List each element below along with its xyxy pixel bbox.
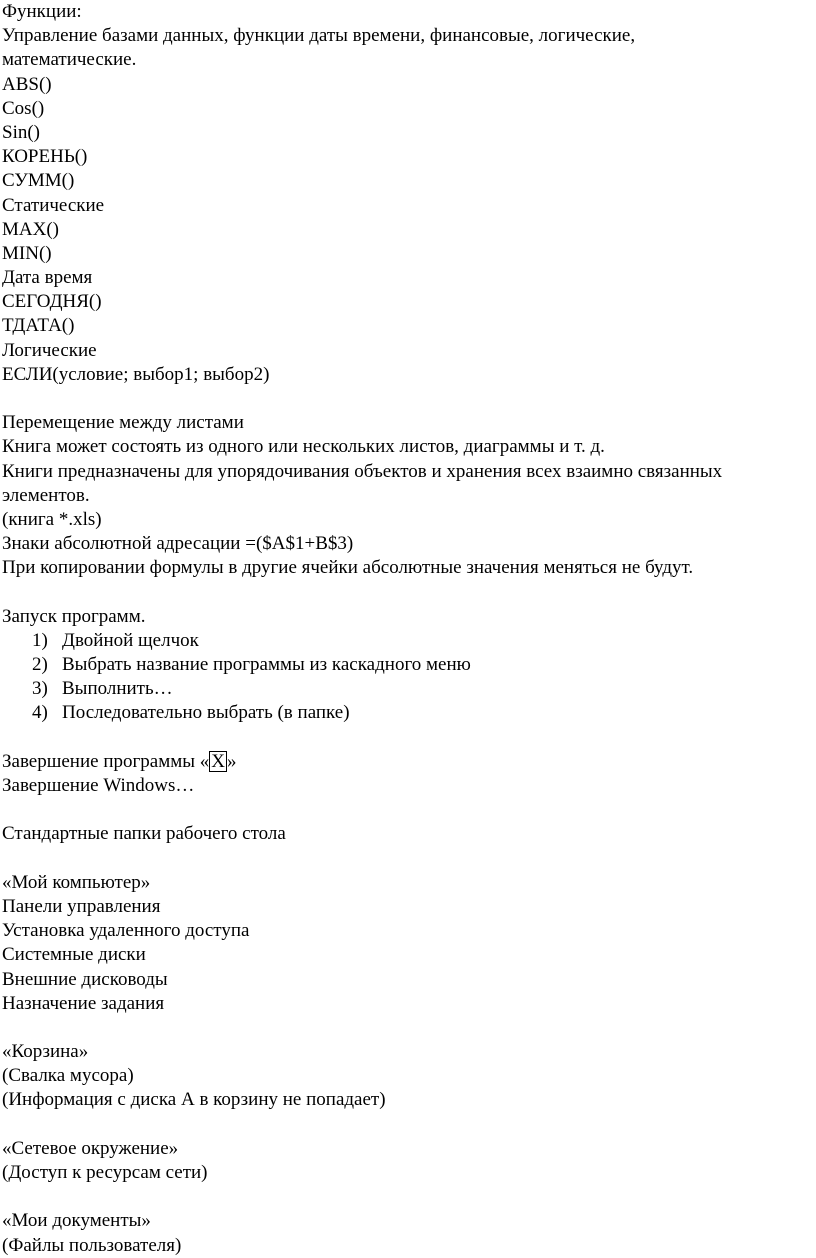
step-text: Двойной щелчок <box>62 629 199 651</box>
function-item: MIN() <box>2 242 52 264</box>
step-number: 4) <box>32 702 48 724</box>
functions-heading: Функции: <box>2 1 82 22</box>
blank-line <box>2 581 814 605</box>
step-text: Выполнить… <box>62 678 173 700</box>
windows-exit-line: Завершение Windows… <box>2 775 195 796</box>
my-computer-item: Назначение задания <box>2 992 165 1014</box>
program-exit-suffix: » <box>227 750 237 772</box>
sheets-text-line: элементов. <box>2 484 90 506</box>
my-documents-item: (Файлы пользователя) <box>2 1234 182 1256</box>
function-item: Sin() <box>2 121 40 143</box>
function-category: Логические <box>2 339 97 361</box>
program-exit-prefix: Завершение программы « <box>2 750 210 772</box>
recycle-bin-item: (Свалка мусора) <box>2 1065 134 1087</box>
function-item: ABS() <box>2 73 52 95</box>
close-x-box: X <box>211 750 226 772</box>
network-title: «Сетевое окружение» <box>2 1137 179 1159</box>
step-number: 3) <box>32 678 48 700</box>
launch-step <box>2 629 814 653</box>
launch-heading: Запуск программ. <box>2 605 146 627</box>
blank-line <box>2 1113 814 1137</box>
my-documents-title: «Мои документы» <box>2 1210 151 1232</box>
function-item: MAX() <box>2 218 59 240</box>
sheets-text-line: При копировании формулы в другие ячейки абсолютные значения меняться не будут. <box>2 557 694 579</box>
blank-line <box>2 1016 814 1040</box>
desktop-heading: Стандартные папки рабочего стола <box>2 823 286 845</box>
my-computer-item: Панели управления <box>2 895 161 917</box>
launch-step <box>2 677 814 701</box>
network-item: (Доступ к ресурсам сети) <box>2 1162 208 1183</box>
document-body <box>2 0 814 1258</box>
step-number: 2) <box>32 654 48 676</box>
function-item: СУММ() <box>2 170 75 192</box>
blank-line <box>2 847 814 871</box>
function-category: Дата время <box>2 267 93 289</box>
functions-description-line-1: Управление базами данных, функции даты времени, финансовые, логические, <box>2 25 636 47</box>
function-item: КОРЕНЬ() <box>2 146 88 168</box>
function-item: СЕГОДНЯ() <box>2 291 102 313</box>
function-item: Cos() <box>2 97 45 119</box>
sheets-text-line: (книга *.xls) <box>2 508 102 530</box>
program-exit-line <box>2 750 814 774</box>
function-category: Статические <box>2 194 105 216</box>
launch-step <box>2 653 814 677</box>
step-text: Последовательно выбрать (в папке) <box>62 702 350 724</box>
absolute-addressing-line: Знаки абсолютной адресации =($A$1+B$3) <box>2 533 354 555</box>
recycle-bin-item: (Информация с диска А в корзину не попадает) <box>2 1089 386 1111</box>
blank-line <box>2 1185 814 1209</box>
my-computer-item: Внешние дисководы <box>2 968 168 990</box>
my-computer-item: Установка удаленного доступа <box>2 920 250 942</box>
blank-line <box>2 798 814 822</box>
function-item: ТДАТА() <box>2 315 75 337</box>
my-computer-title: «Мой компьютер» <box>2 871 151 893</box>
sheets-text-line: Книга может состоять из одного или нескольких листов, диаграммы и т. д. <box>2 436 605 458</box>
function-item: ЕСЛИ(условие; выбор1; выбор2) <box>2 363 270 385</box>
blank-line <box>2 387 814 411</box>
sheets-text-line: Книги предназначены для упорядочивания объектов и хранения всех взаимно связанных <box>2 460 723 482</box>
launch-step <box>2 701 814 725</box>
recycle-bin-title: «Корзина» <box>2 1041 89 1063</box>
step-text: Выбрать название программы из каскадного меню <box>62 654 471 676</box>
functions-description-line-2: математические. <box>2 49 137 71</box>
sheets-heading: Перемещение между листами <box>2 412 244 434</box>
my-computer-item: Системные диски <box>2 944 146 966</box>
blank-line <box>2 726 814 750</box>
step-number: 1) <box>32 629 48 651</box>
